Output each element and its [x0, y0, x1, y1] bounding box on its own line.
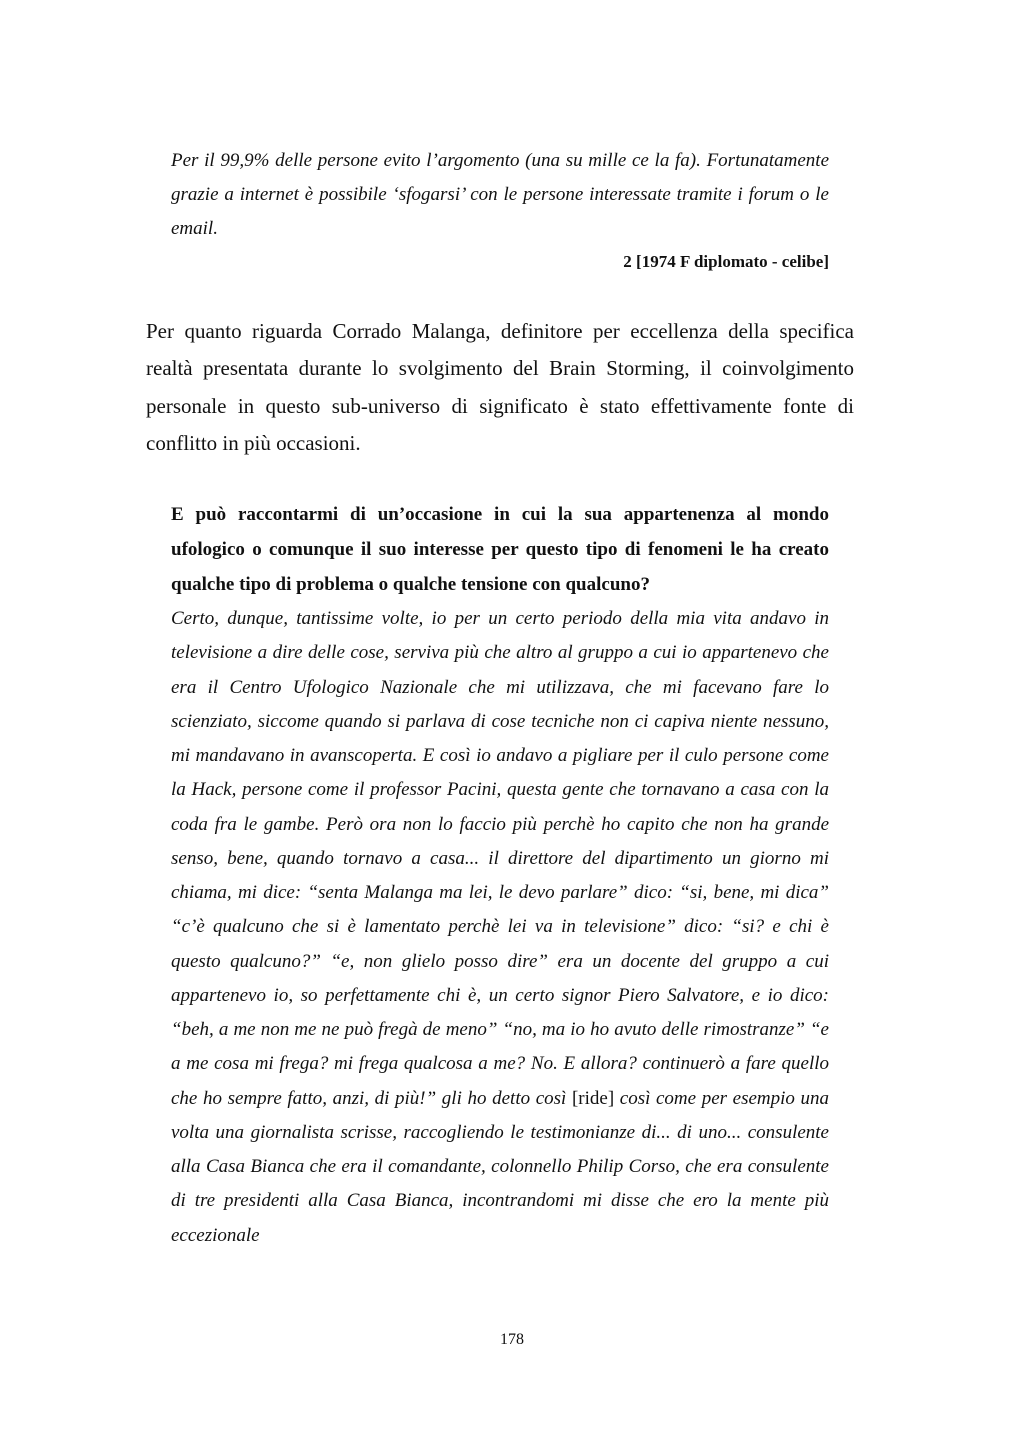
page-number: 178	[500, 1331, 524, 1348]
interview-answer	[171, 602, 829, 1253]
stage-note: [ride]	[571, 1087, 615, 1109]
answer-text-part1: Certo, dunque, tantissime volte, io per un certo periodo della mia vita andavo in televisione a dire delle cose, serviva più che altro al gruppo a cui io appartenevo che era il Centro Ufologico Nazionale che mi utilizzava, che mi facevano fare lo scienziato, siccome quando si parlava di cose tecniche non ci capiva niente nessuno, mi mandavano in avanscoperta. E così io andavo a pigliare per il culo persone come la Hack, persone come il professor Pacini, questa gente che tornavano a casa con la coda fra le gambe. Però ora non lo faccio più perchè ho capito che non ha grande senso, bene, quando tornavo a casa... il direttore del dipartimento un giorno mi chiama, mi dice: “senta Malanga ma lei, le devo parlare” dico: “si, bene, mi dica” “c’è qualcuno che si è lamentato perchè lei va in televisione” dico: “si? e chi è questo qualcuno?” “e, non glielo posso dire” era un docente del gruppo a cui appartenevo io, so perfettamente chi è, un certo signor Piero Salvatore, e io dico: “beh, a me non me ne può fregà de meno” “no, ma io ho avuto delle rimostranze” “e a me cosa mi frega? mi frega qualcosa a me? No. E allora? continuerò a fare quello che ho sempre fatto, anzi, di più!” gli ho detto così	[171, 608, 829, 1109]
quote-text: Per il 99,9% delle persone evito l’argomento (una su mille ce la fa). Fortunatamente grazie a internet è possibile ‘sfogarsi’ con le persone interessate tramite i forum o le email.	[171, 150, 829, 240]
answer-text-part2: così come per esempio una volta una giornalista scrisse, raccogliendo le testimonianze di... di uno... consulente alla Casa Bianca che era il comandante, colonnello Philip Corso, che era consulente di tre presidenti alla Casa Bianca, incontrandomi mi disse che ero la mente più eccezionale	[171, 1087, 830, 1246]
interview-excerpt	[171, 497, 829, 1253]
quote-attribution: 2 [1974 F diplomato - celibe]	[623, 251, 829, 271]
interview-question: E può raccontarmi di un’occasione in cui la sua appartenenza al mondo ufologico o comunque il suo interesse per questo tipo di fenomeni le ha creato qualche tipo di problema o qualche tensione con qualcuno?	[171, 504, 829, 595]
body-paragraph: Per quanto riguarda Corrado Malanga, definitore per eccellenza della specifica realtà presentata durante lo svolgimento del Brain Storming, il coinvolgimento personale in questo sub-universo di significato è stato effettivamente fonte di conflitto in più occasioni.	[146, 319, 854, 455]
block-quote	[171, 144, 829, 277]
